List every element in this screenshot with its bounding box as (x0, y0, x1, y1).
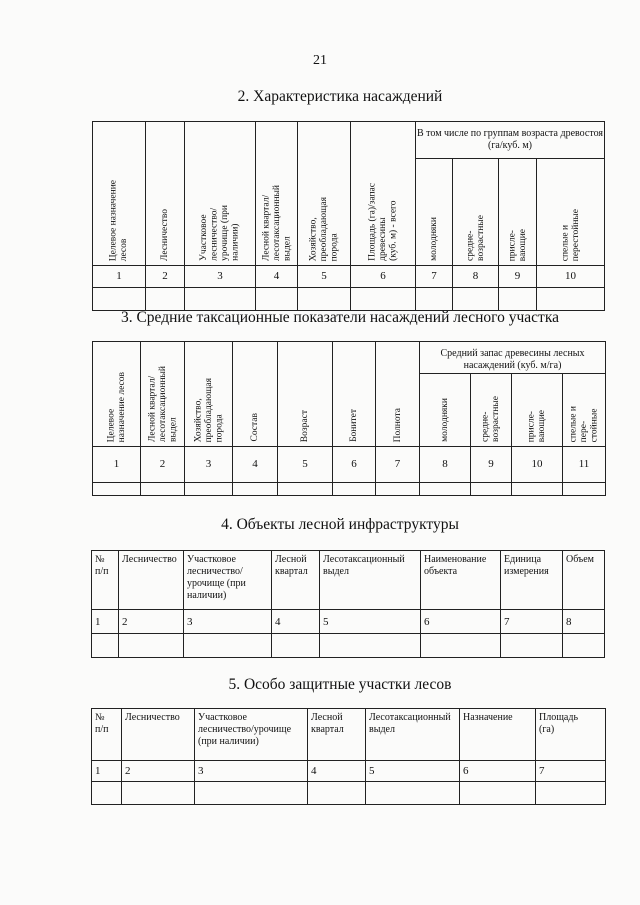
col-number: 6 (421, 610, 501, 634)
table-row-empty (93, 288, 605, 311)
col-number: 4 (256, 266, 298, 288)
col-number: 7 (536, 761, 606, 782)
header-forestry: Лесничество (146, 122, 185, 266)
col-number: 7 (416, 266, 453, 288)
header-row-number: № п/п (92, 709, 122, 761)
page-number: 21 (313, 53, 327, 68)
header-middle-aged: средне- возрастные (453, 159, 499, 266)
header-quarter-allotment: Лесной квартал/ лесотаксационный выдел (256, 122, 298, 266)
empty-cell (141, 483, 185, 496)
empty-cell (453, 288, 499, 311)
table-row-empty (92, 782, 606, 805)
table-protective-areas (91, 708, 606, 805)
col-number: 5 (366, 761, 460, 782)
col-number: 9 (471, 447, 512, 483)
header-maturing: присле- вающие (499, 159, 537, 266)
empty-cell (333, 483, 376, 496)
empty-cell (536, 782, 606, 805)
section-3-title: 3. Средние таксационные показатели насаждений лесного участка (120, 309, 560, 326)
header-volume: Объем (563, 551, 605, 610)
empty-cell (256, 288, 298, 311)
col-number: 2 (141, 447, 185, 483)
empty-cell (184, 634, 272, 658)
col-number: 2 (122, 761, 195, 782)
empty-cell (92, 634, 119, 658)
col-number: 1 (93, 266, 146, 288)
empty-cell (119, 634, 184, 658)
header-allotment: Лесотаксационный выдел (320, 551, 421, 610)
header-allotment: Лесотаксационный выдел (366, 709, 460, 761)
col-number: 6 (333, 447, 376, 483)
col-number: 5 (320, 610, 421, 634)
col-number: 10 (512, 447, 563, 483)
col-number: 7 (376, 447, 420, 483)
empty-cell (512, 483, 563, 496)
col-number: 3 (195, 761, 308, 782)
section-4-title: 4. Объекты лесной инфраструктуры (221, 516, 459, 533)
header-district-forestry: Участковое лесничество/ урочище (при наличии) (184, 551, 272, 610)
empty-cell (421, 634, 501, 658)
header-composition: Состав (233, 342, 278, 447)
header-dominant-species: Хозяйство, преобладающая порода (298, 122, 351, 266)
col-number: 3 (185, 266, 256, 288)
table-forest-infrastructure (91, 550, 605, 658)
header-area: Площадь (га) (536, 709, 606, 761)
empty-cell (272, 634, 320, 658)
section-2-title: 2. Характеристика насаждений (237, 88, 443, 105)
empty-cell (185, 288, 256, 311)
header-forestry: Лесничество (119, 551, 184, 610)
col-number: 6 (351, 266, 416, 288)
empty-cell (563, 483, 606, 496)
empty-cell (233, 483, 278, 496)
empty-cell (376, 483, 420, 496)
header-dominant-species: Хозяйство, преобладающая порода (185, 342, 233, 447)
header-quarter-allotment: Лесной квартал/ лесотаксационный выдел (141, 342, 185, 447)
header-mature-overmature: спелые и перестойные (537, 159, 605, 266)
col-number: 3 (184, 610, 272, 634)
col-number: 1 (93, 447, 141, 483)
header-site-class: Бонитет (333, 342, 376, 447)
header-age-groups: В том числе по группам возраста древостоя (га/куб. м) (416, 122, 605, 159)
empty-cell (298, 288, 351, 311)
table-average-taxation (92, 341, 606, 496)
empty-cell (93, 288, 146, 311)
col-number: 1 (92, 761, 122, 782)
empty-cell (351, 288, 416, 311)
header-purpose: Целевое назначение лесов (93, 342, 141, 447)
empty-cell (93, 483, 141, 496)
empty-cell (92, 782, 122, 805)
header-district-forestry: Участковое лесничество/урочище (при наличии) (195, 709, 308, 761)
col-number: 1 (92, 610, 119, 634)
col-number: 6 (460, 761, 536, 782)
col-number: 10 (537, 266, 605, 288)
header-object-name: Наименование объекта (421, 551, 501, 610)
col-number: 8 (420, 447, 471, 483)
col-number: 8 (563, 610, 605, 634)
table-row-numbers (93, 266, 605, 288)
empty-cell (501, 634, 563, 658)
header-forestry: Лесничество (122, 709, 195, 761)
header-purpose: Назначение (460, 709, 536, 761)
col-number: 3 (185, 447, 233, 483)
empty-cell (416, 288, 453, 311)
col-number: 2 (119, 610, 184, 634)
empty-cell (563, 634, 605, 658)
empty-cell (420, 483, 471, 496)
header-mature-overmature: спелые и пере- стойные (563, 374, 606, 447)
col-number: 4 (308, 761, 366, 782)
header-middle-aged: средне- возрастные (471, 374, 512, 447)
header-young: молодняки (416, 159, 453, 266)
header-density: Полнота (376, 342, 420, 447)
empty-cell (460, 782, 536, 805)
header-age: Возраст (278, 342, 333, 447)
empty-cell (146, 288, 185, 311)
empty-cell (278, 483, 333, 496)
col-number: 7 (501, 610, 563, 634)
empty-cell (366, 782, 460, 805)
table-row-numbers (93, 447, 606, 483)
header-average-stock: Средний запас древесины лесных насаждений (куб. м/га) (420, 342, 606, 374)
table-row-numbers (92, 610, 605, 634)
empty-cell (308, 782, 366, 805)
empty-cell (195, 782, 308, 805)
col-number: 11 (563, 447, 606, 483)
table-row-empty (93, 483, 606, 496)
empty-cell (471, 483, 512, 496)
table-row-empty (92, 634, 605, 658)
header-district-forestry: Участковое лесничество/ урочище (при наличии) (185, 122, 256, 266)
empty-cell (122, 782, 195, 805)
empty-cell (499, 288, 537, 311)
empty-cell (537, 288, 605, 311)
header-maturing: присле- вающие (512, 374, 563, 447)
col-number: 2 (146, 266, 185, 288)
col-number: 5 (298, 266, 351, 288)
col-number: 4 (272, 610, 320, 634)
header-unit: Единица измерения (501, 551, 563, 610)
header-purpose: Целевое назначение лесов (93, 122, 146, 266)
col-number: 5 (278, 447, 333, 483)
header-area-volume-total: Площадь (га)/запас древесины (куб. м) - всего (351, 122, 416, 266)
section-5-title: 5. Особо защитные участки лесов (228, 676, 452, 693)
col-number: 4 (233, 447, 278, 483)
header-quarter: Лесной квартал (272, 551, 320, 610)
header-quarter: Лесной квартал (308, 709, 366, 761)
header-row-number: № п/п (92, 551, 119, 610)
empty-cell (320, 634, 421, 658)
col-number: 9 (499, 266, 537, 288)
header-young: молодняки (420, 374, 471, 447)
col-number: 8 (453, 266, 499, 288)
empty-cell (185, 483, 233, 496)
table-stand-characteristics (92, 121, 605, 311)
table-row-numbers (92, 761, 606, 782)
